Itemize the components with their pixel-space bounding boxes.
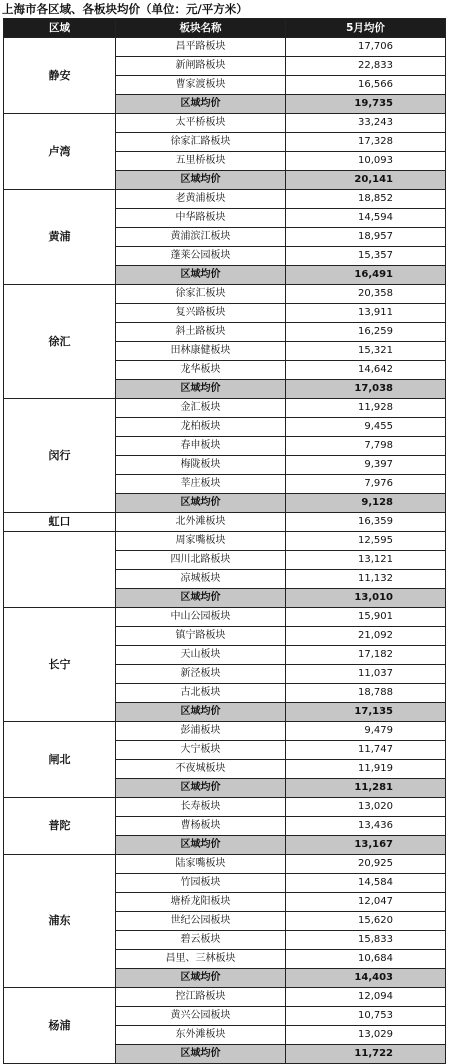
block-name: 控江路板块 — [116, 988, 286, 1007]
block-price: 11,132 — [286, 570, 446, 589]
block-name: 梅陇板块 — [116, 456, 286, 475]
block-name: 徐家汇板块 — [116, 285, 286, 304]
block-price: 12,595 — [286, 532, 446, 551]
block-name: 徐家汇路板块 — [116, 133, 286, 152]
block-name: 长寿板块 — [116, 798, 286, 817]
block-name: 塘桥龙阳板块 — [116, 893, 286, 912]
table-header-row — [4, 19, 446, 38]
block-price: 13,029 — [286, 1026, 446, 1045]
header-block: 板块名称 — [116, 19, 286, 38]
block-name: 黄兴公园板块 — [116, 1007, 286, 1026]
district-name: 虹口 — [4, 513, 116, 532]
district-name — [4, 532, 116, 608]
table-row — [4, 988, 446, 1007]
block-name: 斜土路板块 — [116, 323, 286, 342]
block-name: 蓬莱公园板块 — [116, 247, 286, 266]
block-name: 镇宁路板块 — [116, 627, 286, 646]
table-row — [4, 285, 446, 304]
block-name: 彭浦板块 — [116, 722, 286, 741]
block-price: 9,455 — [286, 418, 446, 437]
block-price: 22,833 — [286, 57, 446, 76]
block-price: 18,852 — [286, 190, 446, 209]
block-price: 15,620 — [286, 912, 446, 931]
district-average-value: 19,735 — [286, 95, 446, 114]
block-name: 黄浦滨江板块 — [116, 228, 286, 247]
block-price: 21,092 — [286, 627, 446, 646]
district-average-label: 区域均价 — [116, 703, 286, 722]
table-row — [4, 399, 446, 418]
district-average-value: 9,128 — [286, 494, 446, 513]
district-name: 普陀 — [4, 798, 116, 855]
block-name: 周家嘴板块 — [116, 532, 286, 551]
district-average-label: 区域均价 — [116, 266, 286, 285]
block-price: 18,957 — [286, 228, 446, 247]
district-average-value: 13,167 — [286, 836, 446, 855]
block-price: 14,642 — [286, 361, 446, 380]
block-name: 北外滩板块 — [116, 513, 286, 532]
block-price: 14,594 — [286, 209, 446, 228]
block-price: 13,121 — [286, 551, 446, 570]
district-name: 静安 — [4, 38, 116, 114]
block-price: 7,798 — [286, 437, 446, 456]
block-price: 16,259 — [286, 323, 446, 342]
table-row — [4, 608, 446, 627]
block-name: 竹园板块 — [116, 874, 286, 893]
block-price: 17,328 — [286, 133, 446, 152]
district-name: 黄浦 — [4, 190, 116, 285]
district-average-value: 11,722 — [286, 1045, 446, 1064]
district-average-value: 11,281 — [286, 779, 446, 798]
block-name: 碧云板块 — [116, 931, 286, 950]
block-name: 春申板块 — [116, 437, 286, 456]
block-price: 16,566 — [286, 76, 446, 95]
page-title: 上海市各区域、各板块均价（单位：元/平方米） — [2, 2, 248, 16]
block-name: 新闸路板块 — [116, 57, 286, 76]
district-name: 卢湾 — [4, 114, 116, 190]
district-name: 浦东 — [4, 855, 116, 988]
district-average-value: 16,491 — [286, 266, 446, 285]
district-average-value: 17,135 — [286, 703, 446, 722]
block-name: 莘庄板块 — [116, 475, 286, 494]
block-price: 11,928 — [286, 399, 446, 418]
block-name: 东外滩板块 — [116, 1026, 286, 1045]
block-name: 新泾板块 — [116, 665, 286, 684]
district-average-label: 区域均价 — [116, 171, 286, 190]
block-price: 7,976 — [286, 475, 446, 494]
block-name: 大宁板块 — [116, 741, 286, 760]
header-district: 区域 — [4, 19, 116, 38]
block-name: 复兴路板块 — [116, 304, 286, 323]
block-name: 金汇板块 — [116, 399, 286, 418]
block-price: 13,020 — [286, 798, 446, 817]
block-name: 太平桥板块 — [116, 114, 286, 133]
price-table — [3, 18, 446, 1064]
block-name: 四川北路板块 — [116, 551, 286, 570]
district-average-label: 区域均价 — [116, 95, 286, 114]
district-average-label: 区域均价 — [116, 779, 286, 798]
block-price: 16,359 — [286, 513, 446, 532]
block-name: 曹杨板块 — [116, 817, 286, 836]
block-name: 田林康健板块 — [116, 342, 286, 361]
district-average-label: 区域均价 — [116, 589, 286, 608]
block-price: 12,094 — [286, 988, 446, 1007]
block-name: 中山公园板块 — [116, 608, 286, 627]
table-row — [4, 513, 446, 532]
district-average-value: 17,038 — [286, 380, 446, 399]
block-price: 20,925 — [286, 855, 446, 874]
block-price: 11,037 — [286, 665, 446, 684]
header-price: 5月均价 — [286, 19, 446, 38]
district-name: 长宁 — [4, 608, 116, 722]
table-row — [4, 855, 446, 874]
block-price: 14,584 — [286, 874, 446, 893]
block-price: 17,706 — [286, 38, 446, 57]
block-name: 世纪公园板块 — [116, 912, 286, 931]
district-name: 闵行 — [4, 399, 116, 513]
block-price: 10,684 — [286, 950, 446, 969]
block-price: 9,397 — [286, 456, 446, 475]
table-body — [4, 38, 446, 1064]
block-price: 18,788 — [286, 684, 446, 703]
district-average-value: 20,141 — [286, 171, 446, 190]
block-price: 20,358 — [286, 285, 446, 304]
block-price: 17,182 — [286, 646, 446, 665]
block-price: 10,753 — [286, 1007, 446, 1026]
block-name: 不夜城板块 — [116, 760, 286, 779]
block-name: 龙华板块 — [116, 361, 286, 380]
block-name: 曹家渡板块 — [116, 76, 286, 95]
block-name: 昌里、三林板块 — [116, 950, 286, 969]
district-average-value: 13,010 — [286, 589, 446, 608]
block-name: 龙柏板块 — [116, 418, 286, 437]
block-name: 陆家嘴板块 — [116, 855, 286, 874]
table-row — [4, 114, 446, 133]
block-name: 古北板块 — [116, 684, 286, 703]
district-name: 闸北 — [4, 722, 116, 798]
block-price: 10,093 — [286, 152, 446, 171]
block-name: 五里桥板块 — [116, 152, 286, 171]
block-price: 11,919 — [286, 760, 446, 779]
block-price: 15,321 — [286, 342, 446, 361]
district-average-label: 区域均价 — [116, 380, 286, 399]
district-average-label: 区域均价 — [116, 836, 286, 855]
district-name: 杨浦 — [4, 988, 116, 1064]
table-row — [4, 38, 446, 57]
table-row — [4, 532, 446, 551]
table-row — [4, 722, 446, 741]
district-average-label: 区域均价 — [116, 969, 286, 988]
block-price: 33,243 — [286, 114, 446, 133]
block-price: 15,357 — [286, 247, 446, 266]
table-row — [4, 190, 446, 209]
block-name: 天山板块 — [116, 646, 286, 665]
district-average-label: 区域均价 — [116, 1045, 286, 1064]
block-price: 13,911 — [286, 304, 446, 323]
block-name: 昌平路板块 — [116, 38, 286, 57]
district-average-label: 区域均价 — [116, 494, 286, 513]
table-row — [4, 798, 446, 817]
block-name: 老黄浦板块 — [116, 190, 286, 209]
block-name: 凉城板块 — [116, 570, 286, 589]
block-price: 15,833 — [286, 931, 446, 950]
block-price: 11,747 — [286, 741, 446, 760]
district-average-value: 14,403 — [286, 969, 446, 988]
block-price: 13,436 — [286, 817, 446, 836]
block-name: 中华路板块 — [116, 209, 286, 228]
block-price: 9,479 — [286, 722, 446, 741]
block-price: 12,047 — [286, 893, 446, 912]
district-name: 徐汇 — [4, 285, 116, 399]
block-price: 15,901 — [286, 608, 446, 627]
